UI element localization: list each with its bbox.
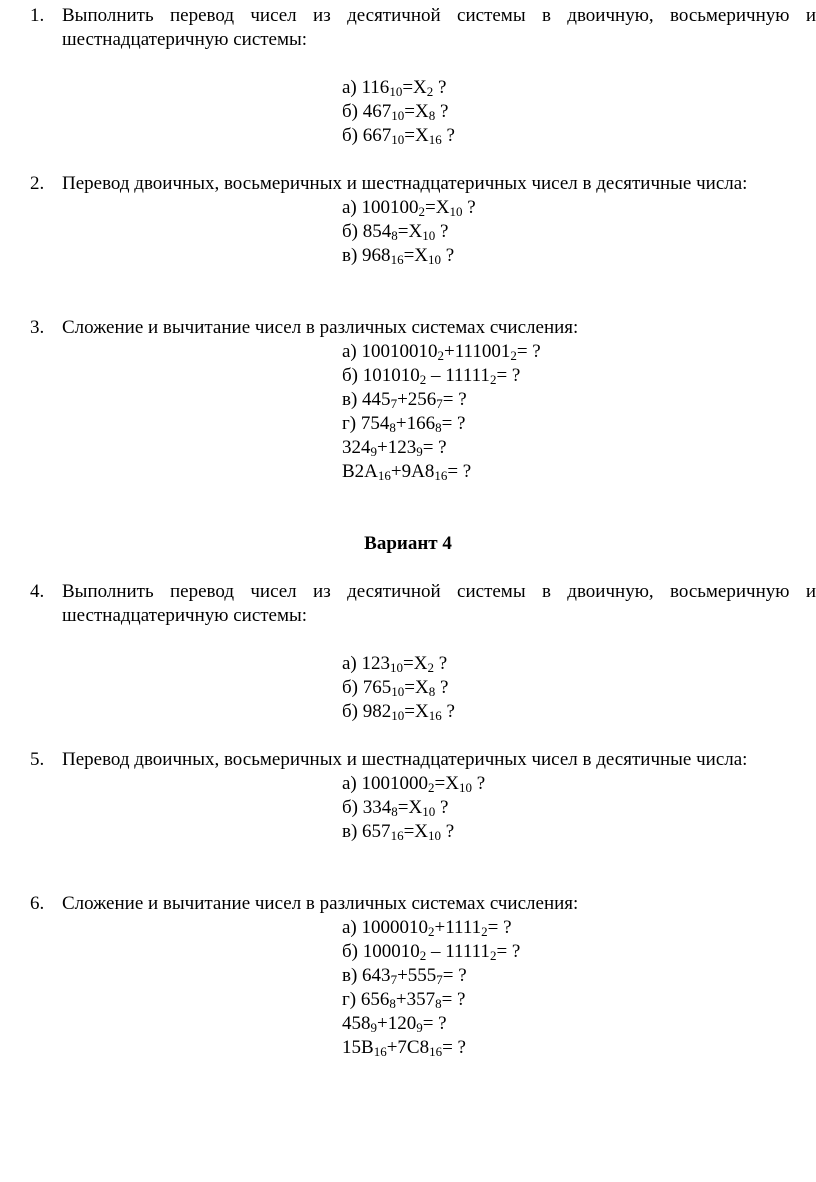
question-text-continued: шестнадцатеричную системы: bbox=[62, 605, 308, 626]
task-item: а) $10010010_2+111001_2=$ ? bbox=[342, 341, 541, 363]
variant-heading: Вариант 4 bbox=[364, 533, 452, 554]
task-item: б) $101010_2 - 11111_2=$ ? bbox=[342, 365, 521, 387]
question-number: 5. bbox=[30, 749, 45, 770]
task-item: $15B_{16}+7C8_{16}=$ ? bbox=[342, 1037, 466, 1059]
task-item: а) $116_{10}=X_2$ ? bbox=[342, 77, 447, 99]
question-text: Сложение и вычитание чисел в различных системах счисления: bbox=[62, 893, 579, 914]
question-text-continued: шестнадцатеричную системы: bbox=[62, 29, 308, 50]
task-item: б) $467_{10}=X_8$ ? bbox=[342, 101, 449, 123]
task-item: б) $334_8=X_{10}$ ? bbox=[342, 797, 449, 819]
question-number: 2. bbox=[30, 173, 45, 194]
task-item: б) $667_{10}=X_{16}$ ? bbox=[342, 125, 455, 147]
task-item: б) $982_{10}=X_{16}$ ? bbox=[342, 701, 455, 723]
question-number: 6. bbox=[30, 893, 45, 914]
question-text: Перевод двоичных, восьмеричных и шестнадцатеричных чисел в десятичные числа: bbox=[62, 749, 748, 770]
task-item: б) $765_{10}=X_8$ ? bbox=[342, 677, 449, 699]
question-text: Выполнить перевод чисел из десятичной системы в двоичную, восьмеричную и bbox=[62, 5, 816, 26]
task-item: б) $100010_2 - 11111_2=$ ? bbox=[342, 941, 521, 963]
task-item: а) $123_{10}=X_2$ ? bbox=[342, 653, 448, 675]
task-item: г) $754_8+166_8=$ ? bbox=[342, 413, 466, 435]
question-text: Перевод двоичных, восьмеричных и шестнадцатеричных чисел в десятичные числа: bbox=[62, 173, 748, 194]
task-item: г) $656_8+357_8=$ ? bbox=[342, 989, 466, 1011]
question-number: 1. bbox=[30, 5, 45, 26]
task-item: $458_9+120_9=$ ? bbox=[342, 1013, 447, 1035]
question-text: Сложение и вычитание чисел в различных системах счисления: bbox=[62, 317, 579, 338]
question-text: Выполнить перевод чисел из десятичной системы в двоичную, восьмеричную и bbox=[62, 581, 816, 602]
task-item: б) $854_8=X_{10}$ ? bbox=[342, 221, 449, 243]
task-item: в) $445_7+256_7=$ ? bbox=[342, 389, 467, 411]
task-item: $324_9+123_9=$ ? bbox=[342, 437, 447, 459]
question-number: 4. bbox=[30, 581, 45, 602]
task-item: в) $643_7+555_7=$ ? bbox=[342, 965, 467, 987]
task-item: $B2A_{16}+9A8_{16}=$ ? bbox=[342, 461, 472, 483]
task-item: а) $1001000_2=X_{10}$ ? bbox=[342, 773, 486, 795]
task-item: а) $100100_2=X_{10}$ ? bbox=[342, 197, 476, 219]
task-item: а) $1000010_2+1111_2=$ ? bbox=[342, 917, 512, 939]
task-item: в) $657_{16}=X_{10}$ ? bbox=[342, 821, 455, 843]
task-item: в) $968_{16}=X_{10}$ ? bbox=[342, 245, 455, 267]
question-number: 3. bbox=[30, 317, 45, 338]
